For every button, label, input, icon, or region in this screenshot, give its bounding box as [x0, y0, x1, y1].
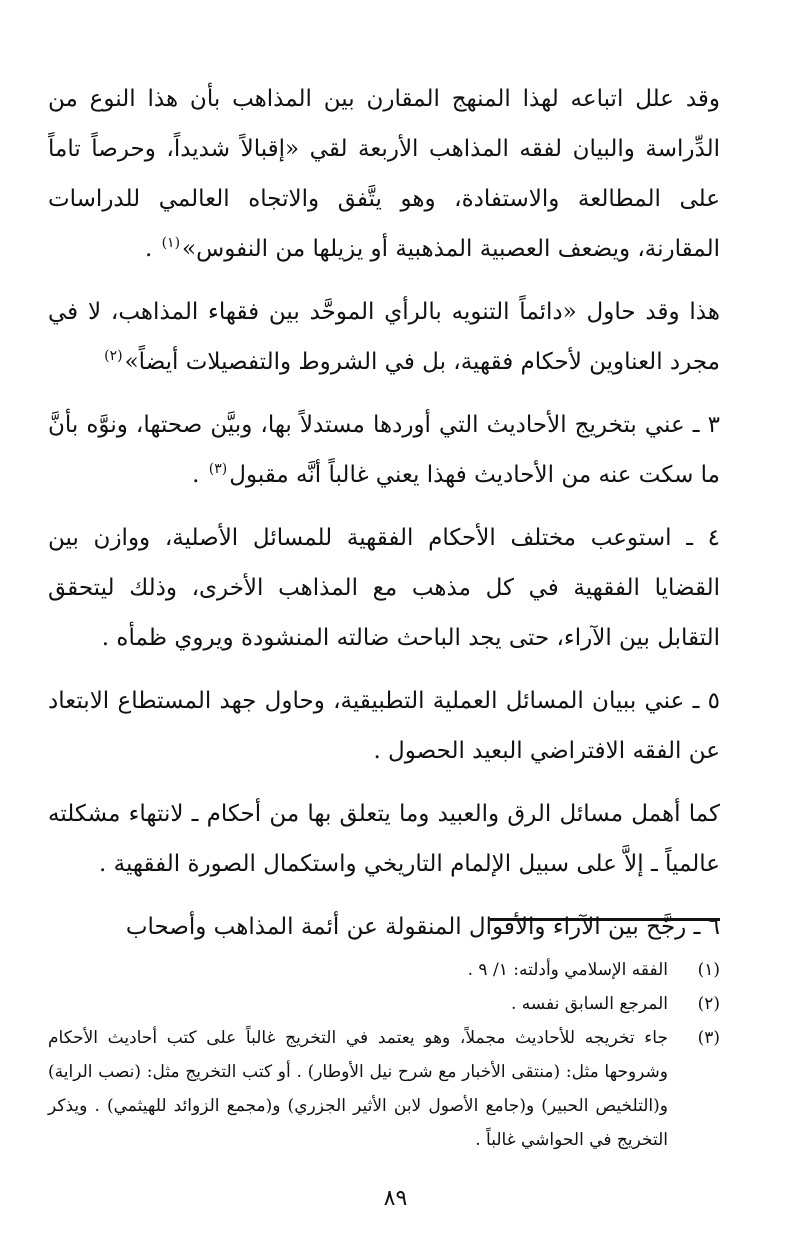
footnote-ref-2[interactable]: (٢) [104, 348, 123, 364]
paragraph-text: وقد علل اتباعه لهذا المنهج المقارن بين المذاهب بأن هذا النوع من الدِّراسة والبيان لفقه المذاهب الأربعة لقي «إقبالاً شديداً، وحرصاً تاماً على المطالعة والاستفادة، وهو يتَّفق والاتجاه العالمي للدراسات المقارنة، ويضعف العصبية المذهبية أو يزيلها من النفوس» [48, 86, 720, 262]
footnote-number: (٣) [697, 1028, 720, 1048]
footnote-number: (١) [697, 960, 720, 980]
main-text [48, 74, 720, 952]
footnote-divider [490, 918, 720, 921]
footnotes [48, 953, 720, 1157]
footnote-number: (٢) [697, 994, 720, 1014]
page-number: ٨٩ [383, 1186, 408, 1211]
footnote-ref-1[interactable]: (١) [161, 235, 181, 251]
paragraph-text: هذا وقد حاول «دائماً التنويه بالرأي الموحَّد بين فقهاء المذاهب، لا في مجرد العناوين لأحكام فقهية، بل في الشروط والتفصيلات أيضاً» [48, 299, 720, 375]
footnote-2 [48, 987, 720, 1021]
paragraph-4 [48, 513, 720, 663]
footnote-text: جاء تخريجه للأحاديث مجملاً، وهو يعتمد في التخريج غالباً على كتب أحاديث الأحكام وشروحها مثل: (منتقى الأخبار مع شرح نيل الأوطار) . أو كتب التخريج مثل: (نصب الراية) و(التلخيص الحبير) و(جامع الأصول لابن الأثير الجزري) و(مجمع الزوائد للهيثمي) . ويذكر التخريج في الحواشي غالباً . [48, 1028, 668, 1150]
paragraph-1 [48, 74, 720, 274]
paragraph-text: ٦ ـ رجَّح بين الآراء والأقوال المنقولة عن أئمة المذاهب وأصحاب [125, 914, 720, 940]
footnote-ref-3[interactable]: (٣) [208, 461, 228, 477]
paragraph-text: ٤ ـ استوعب مختلف الأحكام الفقهية للمسائل الأصلية، ووازن بين القضايا الفقهية في كل مذهب مع المذاهب الأخرى، وذلك ليتحقق التقابل بين الآراء، حتى يجد الباحث ضالته المنشودة ويروي ظمأه . [48, 525, 720, 651]
paragraph-3 [48, 400, 720, 500]
paragraph-5 [48, 676, 720, 776]
paragraph-2 [48, 287, 720, 387]
paragraph-text: كما أهمل مسائل الرق والعبيد وما يتعلق بها من أحكام ـ لانتهاء مشكلته عالمياً ـ إلاَّ على سبيل الإلمام التاريخي واستكمال الصورة الفقهية . [48, 801, 720, 877]
paragraph-text: ٥ ـ عني ببيان المسائل العملية التطبيقية، وحاول جهد المستطاع الابتعاد عن الفقه الافتراضي البعيد الحصول . [48, 688, 720, 764]
footnote-text: الفقه الإسلامي وأدلته: ١/ ٩ . [467, 960, 668, 980]
paragraph-7 [48, 902, 720, 952]
footnote-3 [48, 1021, 720, 1157]
footnote-1 [48, 953, 720, 987]
paragraph-text: ٣ ـ عني بتخريج الأحاديث التي أوردها مستدلاً بها، وبيَّن صحتها، ونوَّه بأنَّ ما سكت عنه من الأحاديث فهذا يعني غالباً أنَّه مقبول [48, 412, 720, 488]
paragraph-tail: . [192, 462, 207, 488]
paragraph-tail: . [144, 236, 160, 262]
paragraph-6 [48, 789, 720, 889]
footnote-text: المرجع السابق نفسه . [510, 994, 668, 1014]
